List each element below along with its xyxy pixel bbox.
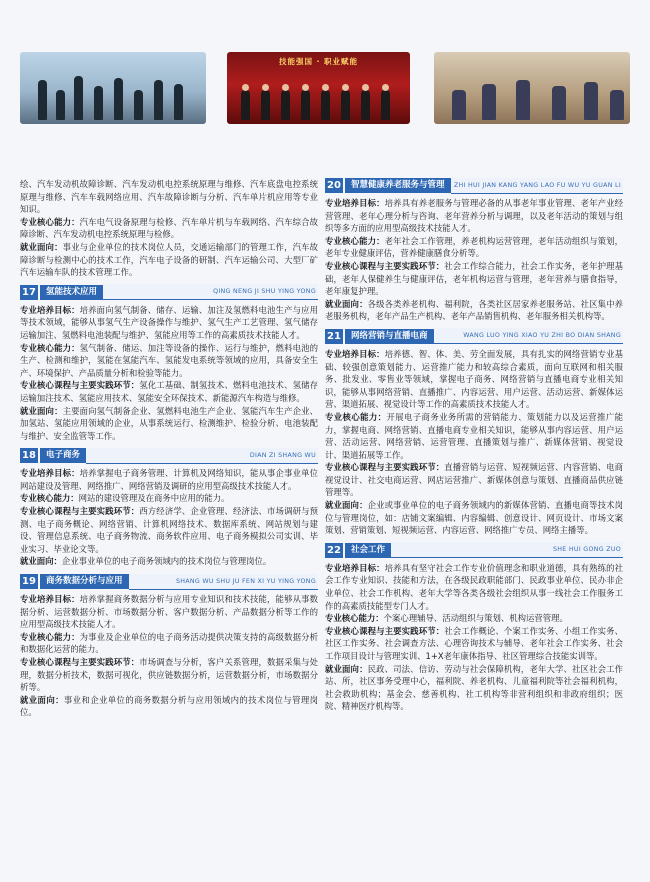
photo-strip xyxy=(20,52,630,124)
section-number: 20 xyxy=(325,178,343,193)
ability-paragraph: 专业核心能力：老年社会工作管理，养老机构运营管理，老年活动组织与策划，老年专业健康评估，营养健康膳食分析等。 xyxy=(325,235,624,259)
intro-courses: 绘、汽车发动机故障诊断、汽车发动机电控系统原理与维修、汽车底盘电控系统原理与维修、汽车车载网络应用、汽车故障诊断与分析、汽车单片机应用等专业知识。 xyxy=(20,179,318,215)
section-pinyin: SHE HUI GONG ZUO xyxy=(391,542,623,558)
section-pinyin: DIAN ZI SHANG WU xyxy=(86,448,318,464)
goal-paragraph: 专业培养目标：培养掌握商务数据分析与应用专业知识和技术技能，能够从事数据分析、运营数据分析、市场数据分析、客户数据分析、产品数据分析等工作的应用型高级技术技能人才。 xyxy=(20,594,319,630)
goal-paragraph: 专业培养目标：培养具有养老服务与管理必备的从事老年事业管理、老年产业经营管理、老年心理分析与咨询、老年营养分析与调理，以及老年活动的策划与组织等多方面的应用型高级技术技能人才。 xyxy=(325,198,624,234)
section-22-header xyxy=(325,543,623,558)
section-pinyin: WANG LUO YING XIAO YU ZHI BO DIAN SHANG xyxy=(434,328,623,344)
section-pinyin: ZHI HUI JIAN KANG YANG LAO FU WU YU GUAN LI xyxy=(451,178,623,194)
intro-ability: 专业核心能力：汽车电气设备原理与检修、汽车单片机与车载网络、汽车综合故障诊断、汽车发动机电控系统原理与检修。 xyxy=(20,216,319,240)
ability-paragraph: 专业核心能力：开展电子商务业务所需的营销能力、策划能力以及运营推广能力，掌握电商、网络营销、直播电商专业相关知识，能够从事内容运营、用户运营、活动运营、网络营销、运营管理、直播策划与推广、新媒体营销、视觉设计、渠道拓展等工作。 xyxy=(325,411,623,460)
section-number: 17 xyxy=(20,285,38,300)
course-paragraph: 专业核心课程与主要实践环节：市场调查与分析，客户关系管理，数据采集与处理，数据分析技术，数据可视化，供应链数据分析，运营数据分析，市场数据分析等。 xyxy=(20,657,319,693)
ability-paragraph: 专业核心能力：为事业及企业单位的电子商务活动提供决策支持的高级数据分析和数据化运营的能力。 xyxy=(20,631,319,655)
course-paragraph: 专业核心课程与主要实践环节：氢化工基础、制氢技术、燃料电池技术、氢储存运输加注技术、氢能应用技术、氢能安全环保技术、新能源汽车构造与维修。 xyxy=(20,380,319,403)
course-paragraph: 专业核心课程与主要实践环节：社会工作综合能力，社会工作实务，老年护理基础，老年人保健养生与健康评估，老年机构运营与管理，老年营养与膳食指导，老年康复护理。 xyxy=(325,260,624,297)
job-paragraph: 就业面向：企业或事业单位的电子商务领域内的新媒体营销、直播电商等技术岗位与管理岗位，如：店铺文案编辑、内容编辑、创意设计、网页设计、市场文案策划、营销策划、短视频运营、内容运营、网络推广专员、网络主播等。 xyxy=(325,500,623,536)
section-17-header xyxy=(20,285,318,300)
section-pinyin: QING NENG JI SHU YING YONG xyxy=(103,284,318,300)
job-paragraph: 就业面向：企业事业单位的电子商务领域内的技术岗位与管理岗位。 xyxy=(20,556,272,567)
section-pinyin: SHANG WU SHU JU FEN XI YU YING YONG xyxy=(129,574,318,590)
job-paragraph: 就业面向：事业和企业单位的商务数据分析与应用领域内的技术岗位与管理岗位。 xyxy=(20,694,319,718)
ability-paragraph: 专业核心能力：个案心理辅导、活动组织与策划、机构运营管理。 xyxy=(325,613,568,624)
section-number: 18 xyxy=(20,448,38,463)
right-column xyxy=(325,178,623,713)
left-column xyxy=(20,178,318,719)
section-number: 22 xyxy=(325,543,343,558)
job-paragraph: 就业面向：主要面向氢气制备企业、氢燃料电池生产企业、氢能汽车生产企业、加氢站、氢能应用领域的企业，从事系统运行、检测维护、检验分析、电池装配与维护、安全监管等工作。 xyxy=(20,405,318,441)
section-title: 社会工作 xyxy=(345,543,391,558)
course-paragraph: 专业核心课程与主要实践环节：社会工作概论、个案工作实务、小组工作实务、社区工作实务、社会调查方法、心理咨询技术与辅导、老年社会工作实务、社会工作项目设计与管理实训、1+X老年康体指导、社区管理综合技能实训等。 xyxy=(325,625,624,661)
section-18-header xyxy=(20,448,318,463)
section-number: 21 xyxy=(325,329,343,344)
ability-paragraph: 专业核心能力：氢气制备、储运、加注等设备的操作、运行与维护，燃料电池的生产、检测和维护，氢能在氢能汽车、氢能发电系统等领域的应用，具备安全生产、环境保护、产品质量分析和检验等能力。 xyxy=(20,342,319,378)
section-title: 氢能技术应用 xyxy=(40,285,103,300)
job-paragraph: 就业面向：各级各类养老机构、福利院，各类社区居家养老服务站、社区集中养老服务机构，老年产品生产机构、老年产品销售机构、老年服务相关机构等。 xyxy=(325,298,623,322)
section-title: 商务数据分析与应用 xyxy=(40,574,129,589)
classroom-training-photo xyxy=(434,52,630,124)
section-19-header xyxy=(20,574,318,589)
course-paragraph: 专业核心课程与主要实践环节：直播营销与运营、短视频运营、内容营销、电商视觉设计、社交电商运营、网店运营推广、新媒体创意与策划、直播商品供应链管理等。 xyxy=(325,462,624,498)
section-title: 智慧健康养老服务与管理 xyxy=(345,178,451,193)
intro-job: 就业面向：事业与企业单位的技术岗位人员，交通运输部门的管理工作，汽车故障诊断与检测中心的技术工作，汽车电子设备的研制、汽车运输公司、大型厂矿汽车运输车队的技术管理工作。 xyxy=(20,241,318,278)
goal-paragraph: 专业培养目标：培养掌握电子商务管理、计算机及网络知识，能从事企事业单位网站建设及管理、网络推广、网络营销及调研的应用型高级技术技能人才。 xyxy=(20,468,319,491)
section-title: 网络营销与直播电商 xyxy=(345,329,434,344)
goal-paragraph: 专业培养目标：培养德、智、体、美、劳全面发展，具有扎实的网络营销专业基础、较强创意策划能力、运营推广能力和较高综合素质，面向互联网和相关服务、批发业、零售业等领域，掌握电子商务、网络营销与直播电商专业相关知识，能够从事网络营销、直播推广、内容运营、用户运营、活动运营、新媒体运营、渠道拓展、视觉设计等工作的高素质技术技能人才。 xyxy=(325,348,624,410)
goal-paragraph: 专业培养目标：培养具有坚守社会工作专业价值理念和职业道德，具有熟练的社会工作专业知识、技能和方法，在各级民政职能部门、民政事业单位、民办非企业单位、社会工作机构、老年大学等各类各级社会组织从事一线社会工作服务工作的高素质技能型专门人才。 xyxy=(325,562,624,611)
job-paragraph: 就业面向：民政、司法、信访、劳动与社会保障机构，老年大学、社区社会工作站、所，社区事务受理中心，福利院、养老机构、儿童福利院等社会福利机构，社会救助机构；基金会、慈善机构、社工机构等非营利组织和非政府组织；医院、精神医疗机构等。 xyxy=(325,663,623,712)
dance-performance-photo xyxy=(20,52,206,124)
section-number: 19 xyxy=(20,574,38,589)
ceremony-banner-text: 技能强国 · 职业赋能 xyxy=(278,57,359,66)
ability-paragraph: 专业核心能力：网站的建设管理及在商务中应用的能力。 xyxy=(20,493,230,504)
section-20-header xyxy=(325,178,623,193)
course-paragraph: 专业核心课程与主要实践环节：西方经济学、企业管理、经济法、市场调研与预测、电子商务概论、网络营销、计算机网络技术、数据库系统、网站规划与建设、管理信息系统、电子商务物流、商务软件应用、电子商务模拟公司实训、毕业实习、毕业论文等。 xyxy=(20,506,319,554)
award-ceremony-photo xyxy=(227,52,410,124)
section-title: 电子商务 xyxy=(40,448,86,463)
goal-paragraph: 专业培养目标：培养面向氢气制备、储存、运输、加注及氢燃料电池生产与应用等技术领域，能够从事氢气生产设备操作与维护、氢气生产工艺管理、氢气储存运输加注、氢燃料电池装配与维护、氢能应用等工作的高素质技术技能人才。 xyxy=(20,304,319,340)
section-21-header xyxy=(325,329,623,344)
